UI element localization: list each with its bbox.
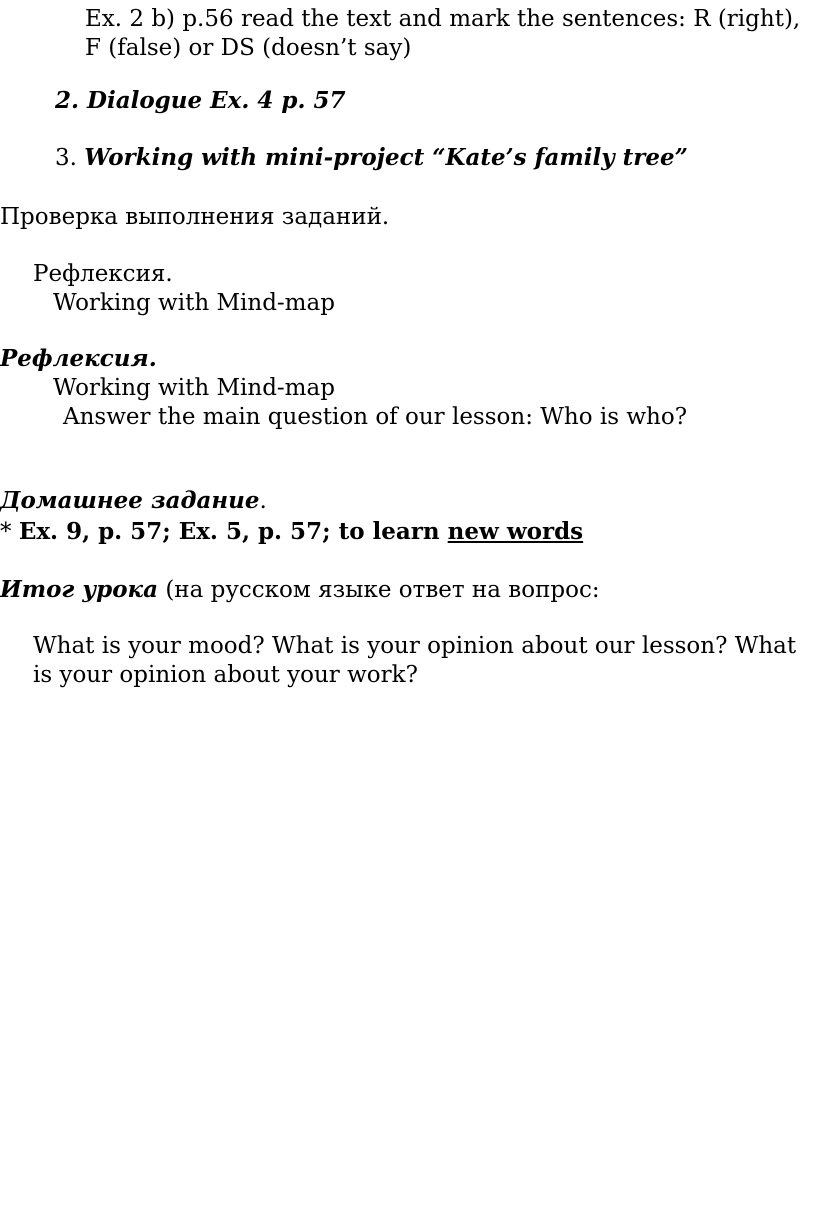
homework-heading bbox=[0, 486, 267, 516]
task2-dialogue: 2. Dialogue Ex. 4 p. 57 bbox=[55, 87, 346, 114]
homework-heading-text: Домашнее задание bbox=[0, 487, 260, 514]
summary-heading: Итог урока bbox=[0, 576, 159, 603]
reflection-item1: Working with Mind-map bbox=[53, 375, 335, 401]
homework-tasks bbox=[0, 517, 583, 547]
homework-heading-dot: . bbox=[259, 488, 267, 514]
task3-project bbox=[55, 143, 688, 173]
reflection-heading: Рефлексия. bbox=[0, 345, 157, 372]
homework-exercises: Ex. 9, p. 57; Ex. 5, p. 57; to learn bbox=[18, 518, 448, 545]
task3-number: 3. bbox=[55, 145, 85, 171]
homework-star: * bbox=[0, 519, 19, 545]
reflection-plain-heading: Рефлексия. bbox=[33, 261, 173, 287]
task1-line2: F (false) or DS (doesn’t say) bbox=[85, 35, 412, 61]
summary-question-line2: is your opinion about your work? bbox=[33, 662, 418, 688]
summary-question-line1: What is your mood? What is your opinion about our lesson? What bbox=[33, 633, 797, 659]
summary-heading-line bbox=[0, 575, 600, 605]
summary-text: (на русском языке ответ на вопрос: bbox=[158, 577, 600, 603]
reflection-plain-item: Working with Mind-map bbox=[53, 290, 335, 316]
task1-line1: Ex. 2 b) p.56 read the text and mark the sentences: R (right), bbox=[85, 6, 801, 32]
homework-new-words: new words bbox=[447, 518, 584, 545]
reflection-item2: Answer the main question of our lesson: Who is who? bbox=[63, 404, 688, 430]
task3-text: Working with mini-project “Kate’s family tree” bbox=[84, 144, 688, 171]
check-text: Проверка выполнения заданий. bbox=[0, 204, 390, 230]
